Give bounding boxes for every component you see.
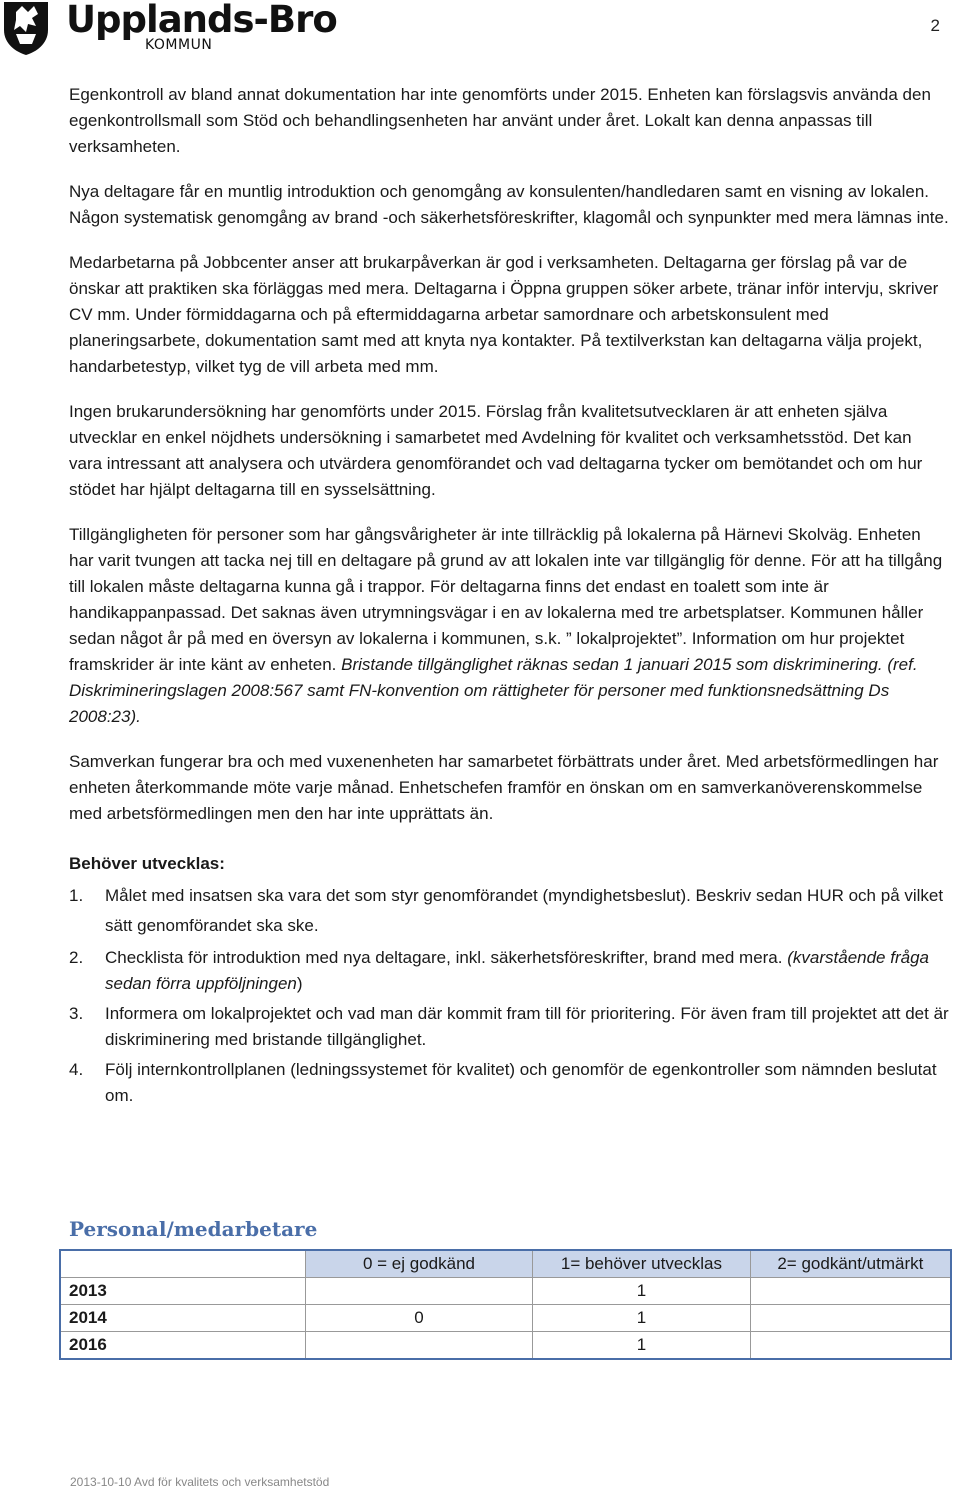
list-item-tail: ): [296, 974, 303, 993]
list-item-number: 3.: [69, 1004, 84, 1023]
table-cell: 1: [533, 1332, 751, 1360]
table-cell: [750, 1305, 951, 1332]
table-header-cell: [60, 1250, 305, 1278]
table-cell-year: 2013: [60, 1278, 305, 1305]
list-item-number: 1.: [69, 886, 84, 905]
list-item-number: 4.: [69, 1060, 84, 1079]
tillganglighet-text: Tillgängligheten för personer som har gångsvårigheter är inte tillräcklig på lokalerna på Härnevi Skolväg. Enheten har varit tvungen att tacka nej till en deltagare på grund av att lokalen inte var tillgänglig för denne. För att ha tillgång till lokalen måste deltagarna kunna gå i trappor. För deltagarna finns det endast en toalett som inte är handikappanpassad. Det saknas även utrymningsvägar i en av lokalerna med tre arbetsplatser. Kommunen håller sedan något år på med en översyn av lokalerna i kommunen, s.k. ” lokalprojektet”. Information om hur projektet framskrider är inte känt av enheten.: [69, 525, 943, 674]
table-row: [60, 1305, 951, 1332]
paragraph-tillganglighet: [69, 522, 949, 730]
table-header-cell: 1= behöver utvecklas: [533, 1250, 751, 1278]
tillganglighet-italic: Bristande tillgänglighet räknas sedan 1 januari 2015 som diskriminering. (ref. Diskrimineringslagen 2008:567 samt FN-konvention om rättigheter för personer med funktionsnedsättning Ds 2008:23).: [69, 655, 918, 726]
list-item-number: 2.: [69, 948, 84, 967]
table-row: [60, 1332, 951, 1360]
table-cell-year: 2016: [60, 1332, 305, 1360]
table-cell: 1: [533, 1278, 751, 1305]
table-row: [60, 1278, 951, 1305]
document-body: [69, 82, 949, 1113]
logo: [2, 0, 337, 58]
logo-subtitle: KOMMUN: [145, 37, 213, 53]
table-cell: [750, 1278, 951, 1305]
paragraph-brukarpaverkan: Medarbetarna på Jobbcenter anser att brukarpåverkan är god i verksamheten. Deltagarna ger förslag på var de önskar att praktiken ska förläggas med mera. Deltagarna i Öppna gruppen söker arbete, tränar inför intervju, skriver CV mm. Under förmiddagarna och på eftermiddagarna arbetar samordnare och arbetskonsulent med planeringsarbete, dokumentation samt med att knyta nya kontakter. På textilverkstan kan deltagarna välja projekt, handarbetestyp, vilket tyg de vill arbeta med mm.: [69, 253, 939, 376]
paragraph-egenkontroll: Egenkontroll av bland annat dokumentation har inte genomförts under 2015. Enheten kan förslagsvis använda den egenkontrollsmall som Stöd och behandlingsenheten har använt under året. Lokalt kan denna anpassas till verksamheten.: [69, 85, 931, 156]
list-item-italic: (kvarstående fråga sedan förra uppföljningen: [105, 948, 929, 993]
develop-list: [69, 881, 949, 1109]
paragraph-samverkan: Samverkan fungerar bra och med vuxenenheten har samarbetet förbättrats under året. Med arbetsförmedlingen har enheten återkommande möte varje månad. Enhetschefen framför en önskan om en samverkanöverenskommelse med arbetsförmedlingen men den har inte upprättats än.: [69, 752, 939, 823]
table-header-row: [60, 1250, 951, 1278]
score-table: [59, 1249, 952, 1360]
page-number: 2: [930, 16, 940, 35]
list-item-text: Informera om lokalprojektet och vad man där kommit fram till för prioritering. För även fram till projektet att det är diskriminering med bristande tillgänglighet.: [105, 1004, 949, 1049]
table-cell: [305, 1332, 532, 1360]
table-cell: [305, 1278, 532, 1305]
coat-of-arms-icon: [2, 0, 52, 56]
list-item-text: Checklista för introduktion med nya deltagare, inkl. säkerhetsföreskrifter, brand med mera.: [105, 948, 783, 967]
list-item-text: Följ internkontrollplanen (ledningssystemet för kvalitet) och genomför de egenkontroller som nämnden beslutat om.: [105, 1060, 937, 1105]
paragraph-introduktion: Nya deltagare får en muntlig introduktion och genomgång av konsulenten/handledaren samt en visning av lokalen. Någon systematisk genomgång av brand -och säkerhetsföreskrifter, klagomål och synpunkter med mera lämnas inte.: [69, 182, 949, 227]
list-item: [69, 1057, 949, 1109]
table-cell: 0: [305, 1305, 532, 1332]
paragraph-brukarundersokning: Ingen brukarundersökning har genomförts under 2015. Förslag från kvalitetsutvecklaren är att enheten själva utvecklar en enkel nöjdhets undersökning i samarbetet med Avdelning för kvalitet och verksamhetsstöd. Det kan vara intressant att analysera och utvärdera genomförandet och vad deltagarna tycker om bemötandet och om hur stödet har hjälpt deltagarna till en sysselsättning.: [69, 402, 923, 499]
list-item-text: Målet med insatsen ska vara det som styr genomförandet (myndighetsbeslut). Beskriv sedan HUR och på vilket sätt genomförandet ska ske.: [105, 886, 944, 935]
list-item: [69, 1001, 949, 1053]
table-cell-year: 2014: [60, 1305, 305, 1332]
table-header-cell: 2= godkänt/utmärkt: [750, 1250, 951, 1278]
list-item: [69, 881, 949, 941]
section-title: Personal/medarbetare: [69, 1217, 318, 1241]
table-cell: 1: [533, 1305, 751, 1332]
table-cell: [750, 1332, 951, 1360]
list-item: [69, 945, 949, 997]
footer-text: 2013-10-10 Avd för kvalitets och verksamhetstöd: [70, 1475, 330, 1489]
develop-heading: Behöver utvecklas:: [69, 854, 225, 873]
logo-name: Upplands-Bro: [66, 0, 337, 41]
table-header-cell: 0 = ej godkänd: [305, 1250, 532, 1278]
